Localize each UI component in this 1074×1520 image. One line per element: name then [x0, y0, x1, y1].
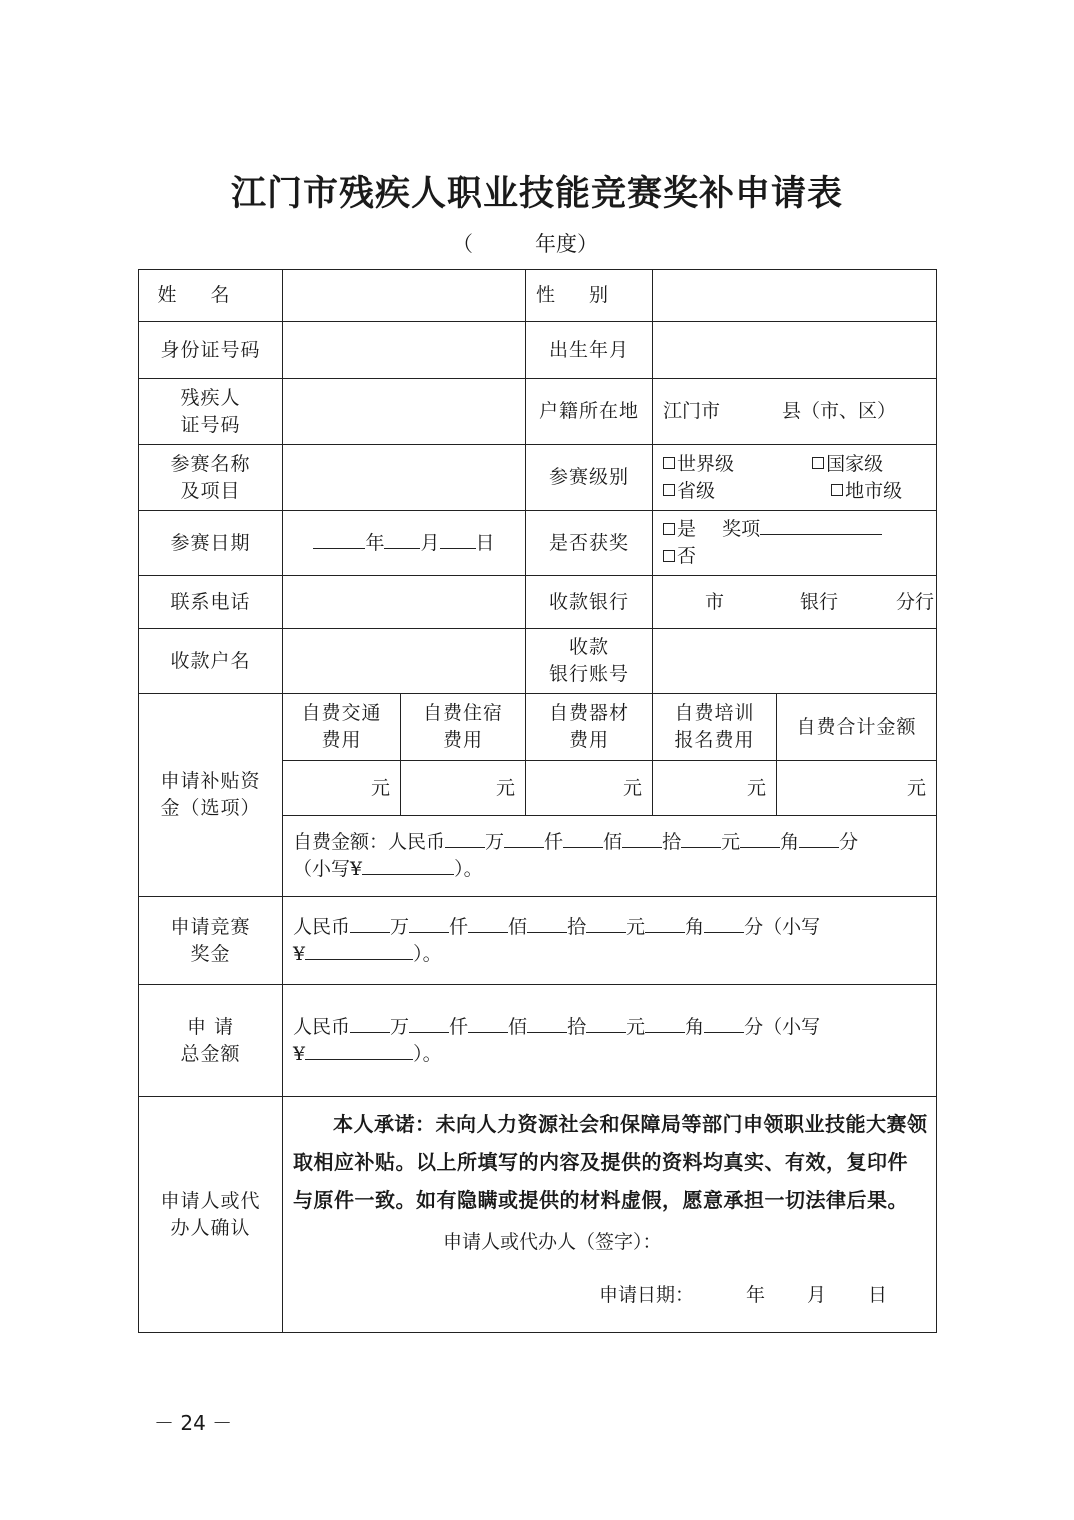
blank[interactable] [409, 914, 449, 933]
bank-bank-text: 银行 [800, 590, 839, 613]
residence-city: 江门市 [663, 400, 721, 422]
level-world-option[interactable] [663, 453, 734, 475]
yen-sign: ¥ [293, 942, 306, 965]
contest-name-label-line1: 参赛名称 [170, 452, 251, 475]
contest-name-field[interactable] [283, 445, 526, 511]
unit-jiao: 角 [685, 1015, 705, 1038]
col-equipment-line2: 费用 [568, 729, 609, 751]
account-no-label-line1: 收款 [568, 636, 609, 658]
date-year-blank[interactable] [313, 530, 365, 549]
phone-field[interactable] [283, 576, 526, 629]
unit-jiao: 角 [780, 831, 800, 853]
prize-amount-field[interactable] [283, 897, 937, 985]
contest-date-label: 参赛日期 [139, 511, 283, 576]
apply-date-label: 申请日期： [599, 1284, 695, 1306]
yuan-unit: 元 [495, 776, 515, 799]
prize-label-line1: 申请竞赛 [170, 915, 251, 938]
level-province-text: 省级 [677, 479, 716, 502]
total-apply-amount-field[interactable] [283, 985, 937, 1097]
subsidy-col-transport [283, 694, 401, 761]
yen-sign: ¥ [293, 1042, 306, 1065]
apply-date-line[interactable] [283, 1282, 936, 1309]
phone-label: 联系电话 [139, 576, 283, 629]
blank[interactable] [350, 1014, 390, 1033]
yuan-unit: 元 [622, 776, 642, 799]
confirm-label [139, 1097, 283, 1333]
award-options [653, 511, 937, 576]
bank-branch-text: 分行 [896, 590, 935, 613]
blank[interactable] [362, 856, 454, 875]
confirm-label-line2: 办人确认 [170, 1216, 251, 1239]
small-close: ）。 [454, 858, 483, 880]
unit-wan: 万 [390, 1015, 410, 1038]
unit-shi: 拾 [662, 831, 682, 853]
disability-cert-label [139, 379, 283, 445]
equipment-amount-field[interactable] [526, 761, 653, 816]
unit-fen: 分 [744, 915, 764, 938]
blank[interactable] [305, 941, 413, 960]
col-equipment-line1: 自费器材 [548, 702, 629, 724]
blank[interactable] [563, 829, 603, 848]
blank[interactable] [527, 1014, 567, 1033]
apply-date-month: 月 [807, 1284, 827, 1306]
name-label: 姓名 [139, 270, 283, 322]
total-amount-field[interactable] [777, 761, 937, 816]
gender-field[interactable] [653, 270, 937, 322]
form-subtitle [452, 228, 598, 258]
disability-cert-label-line2: 证号码 [180, 413, 241, 436]
unit-bai: 佰 [508, 1015, 528, 1038]
account-no-label [526, 629, 653, 694]
account-name-field[interactable] [283, 629, 526, 694]
checkbox-icon [663, 457, 675, 469]
blank[interactable] [645, 914, 685, 933]
residence-field[interactable] [653, 379, 937, 445]
col-training-line2: 报名费用 [674, 729, 755, 751]
apply-date-year: 年 [746, 1284, 766, 1306]
subsidy-label-line1: 申请补贴资 [160, 770, 261, 792]
subtitle-year: 年度） [535, 232, 598, 256]
blank[interactable] [527, 914, 567, 933]
col-transport-line2: 费用 [321, 729, 362, 751]
blank[interactable] [681, 829, 721, 848]
confirm-label-line1: 申请人或代 [160, 1189, 261, 1212]
blank[interactable] [504, 829, 544, 848]
col-lodging-line1: 自费住宿 [422, 702, 503, 724]
bank-city-text: 市 [705, 590, 725, 613]
application-table [138, 269, 937, 1333]
prize-prefix: 人民币 [293, 915, 351, 938]
total-label-line1: 申 请 [186, 1015, 235, 1038]
unit-yuan: 元 [626, 1015, 646, 1038]
total-prefix: 人民币 [293, 1015, 351, 1038]
unit-fen: 分 [744, 1015, 764, 1038]
unit-wan: 万 [390, 915, 410, 938]
promise-text: 本人承诺：未向人力资源社会和保障局等部门申领职业技能大赛领取相应补贴。以上所填写的内容及提供的资料均真实、有效，复印件与原件一致。如有隐瞒或提供的材料虚假，愿意承担一切法律后果。 [293, 1112, 928, 1212]
unit-qian: 仟 [449, 915, 469, 938]
subsidy-col-total: 自费合计金额 [777, 694, 937, 761]
small-open: （小写¥ [293, 858, 363, 880]
level-city-text: 地市级 [845, 479, 903, 502]
page-number: － 24 － [154, 1411, 233, 1435]
subsidy-col-lodging [401, 694, 526, 761]
checkbox-icon [812, 457, 824, 469]
signature-label: 申请人或代办人（签字）： [443, 1231, 662, 1253]
prize-label [139, 897, 283, 985]
blank[interactable] [799, 829, 839, 848]
id-field[interactable] [283, 322, 526, 379]
yuan-unit: 元 [746, 776, 766, 799]
col-lodging-line2: 费用 [442, 729, 483, 751]
blank[interactable] [350, 914, 390, 933]
total-label-line2: 总金额 [180, 1042, 241, 1065]
date-day-text: 日 [475, 531, 495, 554]
blank[interactable] [645, 1014, 685, 1033]
transport-amount-field[interactable] [283, 761, 401, 816]
blank[interactable] [409, 1014, 449, 1033]
unit-bai: 佰 [603, 831, 623, 853]
award-item-label: 奖项 [722, 518, 761, 540]
unit-yuan: 元 [626, 915, 646, 938]
residence-suffix: 县（市、区） [782, 400, 897, 422]
blank[interactable] [586, 914, 626, 933]
confirm-cell [283, 1097, 937, 1333]
level-national-text: 国家级 [826, 452, 884, 475]
account-name-label: 收款户名 [139, 629, 283, 694]
checkbox-icon [663, 484, 675, 496]
birth-label: 出生年月 [526, 322, 653, 379]
blank[interactable] [586, 1014, 626, 1033]
award-yes-option[interactable] [663, 518, 696, 540]
residence-label: 户籍所在地 [526, 379, 653, 445]
blank[interactable] [305, 1041, 413, 1060]
subsidy-col-equipment [526, 694, 653, 761]
blank[interactable] [468, 1014, 508, 1033]
blank[interactable] [704, 1014, 744, 1033]
contest-name-label [139, 445, 283, 511]
contest-date-field[interactable] [283, 511, 526, 576]
award-no-text: 否 [677, 545, 697, 567]
account-no-label-line2: 银行账号 [548, 663, 629, 685]
col-training-line1: 自费培训 [674, 702, 755, 724]
award-item-blank[interactable] [760, 516, 882, 535]
date-month-blank[interactable] [384, 530, 420, 549]
subsidy-col-training [653, 694, 777, 761]
unit-yuan: 元 [721, 831, 741, 853]
award-yes-text: 是 [677, 518, 697, 540]
self-pay-prefix: 自费金额：人民币 [293, 831, 446, 853]
prize-close: ）。 [413, 942, 442, 965]
blank[interactable] [704, 914, 744, 933]
total-label [139, 985, 283, 1097]
yuan-unit: 元 [370, 776, 390, 799]
unit-qian: 仟 [544, 831, 564, 853]
unit-shi: 拾 [567, 1015, 587, 1038]
date-year-text: 年 [365, 531, 385, 554]
disability-cert-field[interactable] [283, 379, 526, 445]
unit-qian: 仟 [449, 1015, 469, 1038]
prize-label-line2: 奖金 [190, 942, 231, 965]
name-field[interactable] [283, 270, 526, 322]
bank-label: 收款银行 [526, 576, 653, 629]
lodging-amount-field[interactable] [401, 761, 526, 816]
date-month-text: 月 [420, 531, 440, 554]
blank[interactable] [740, 829, 780, 848]
gender-label: 性别 [526, 270, 653, 322]
award-label: 是否获奖 [526, 511, 653, 576]
contest-name-label-line2: 及项目 [180, 479, 241, 502]
unit-jiao: 角 [685, 915, 705, 938]
contest-level-options [653, 445, 937, 511]
checkbox-icon [663, 550, 675, 562]
unit-shi: 拾 [567, 915, 587, 938]
checkbox-icon [831, 484, 843, 496]
bank-field[interactable] [653, 576, 937, 629]
unit-fen: 分 [839, 831, 859, 853]
form-title: 江门市残疾人职业技能竞赛奖补申请表 [230, 173, 843, 214]
subsidy-label-line2: 金（选项） [160, 797, 261, 819]
award-no-option[interactable] [663, 545, 696, 567]
total-small-open: （小写 [763, 1015, 821, 1038]
total-close: ）。 [413, 1042, 442, 1065]
level-national-option[interactable] [812, 453, 883, 475]
apply-date-day: 日 [868, 1284, 888, 1306]
yuan-unit: 元 [906, 776, 926, 799]
birth-field[interactable] [653, 322, 937, 379]
level-city-option[interactable] [831, 480, 902, 502]
blank[interactable] [445, 829, 485, 848]
unit-bai: 佰 [508, 915, 528, 938]
blank[interactable] [468, 914, 508, 933]
self-pay-amount-field[interactable] [283, 816, 937, 897]
level-province-option[interactable] [663, 480, 715, 502]
blank[interactable] [622, 829, 662, 848]
checkbox-icon [663, 523, 675, 535]
level-world-text: 世界级 [677, 452, 735, 475]
account-no-field[interactable] [653, 629, 937, 694]
subsidy-label [139, 694, 283, 897]
prize-small-open: （小写 [763, 915, 821, 938]
id-label: 身份证号码 [139, 322, 283, 379]
signature-line[interactable] [283, 1229, 936, 1256]
contest-level-label: 参赛级别 [526, 445, 653, 511]
unit-wan: 万 [485, 831, 505, 853]
disability-cert-label-line1: 残疾人 [180, 386, 241, 409]
date-day-blank[interactable] [440, 530, 476, 549]
col-transport-line1: 自费交通 [301, 702, 382, 724]
training-amount-field[interactable] [653, 761, 777, 816]
subtitle-open: （ [452, 232, 473, 256]
